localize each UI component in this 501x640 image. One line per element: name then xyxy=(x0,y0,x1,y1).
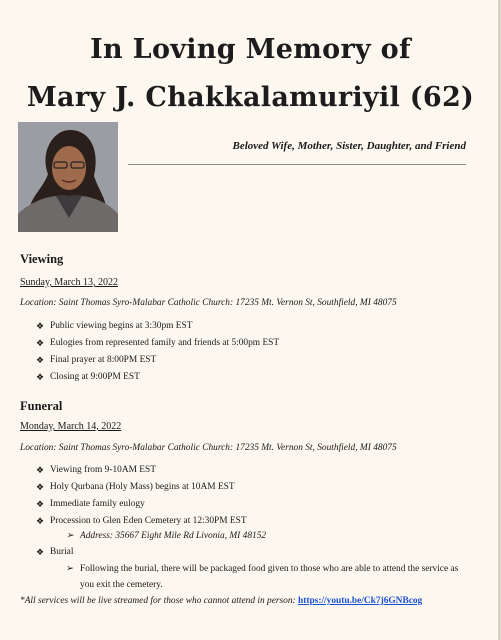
list-item: ❖ Final prayer at 8:00PM EST xyxy=(36,352,279,369)
diamond-bullet-icon: ❖ xyxy=(36,516,45,526)
list-item: ❖ Procession to Glen Eden Cemetery at 12:30PM EST xyxy=(36,513,247,530)
list-item: ❖ Closing at 9:00PM EST xyxy=(36,369,279,386)
viewing-heading: Viewing xyxy=(20,252,64,266)
portrait-photo xyxy=(18,122,118,232)
diamond-bullet-icon: ❖ xyxy=(36,482,45,492)
livestream-link[interactable]: https://youtu.be/Ck7j6GNBcog xyxy=(298,596,423,606)
viewing-location: Location: Saint Thomas Syro-Malabar Catholic Church: 17235 Mt. Vernon St, Southfield, MI 48075 xyxy=(20,298,397,308)
deceased-name: Mary J. Chakkalamuriyil (62) xyxy=(26,82,475,113)
diamond-bullet-icon: ❖ xyxy=(36,372,45,382)
funeral-schedule xyxy=(36,462,247,530)
portrait-icon xyxy=(18,122,118,232)
arrow-bullet-icon: ➢ xyxy=(66,564,74,574)
livestream-note xyxy=(20,596,422,606)
diamond-bullet-icon: ❖ xyxy=(36,355,45,365)
funeral-heading: Funeral xyxy=(20,399,63,413)
diamond-bullet-icon: ❖ xyxy=(36,321,45,331)
viewing-schedule xyxy=(36,318,279,386)
divider-line xyxy=(128,164,466,165)
procession-address: ➢ Address: 35667 Eight Mile Rd Livonia, MI 48152 xyxy=(66,528,466,544)
livestream-text: *All services will be live streamed for those who cannot attend in person: xyxy=(20,596,296,606)
list-item: ❖ Viewing from 9-10AM EST xyxy=(36,462,247,479)
burial-note: ➢ Following the burial, there will be packaged food given to those who are able to attend the service as you exit the cemetery. xyxy=(66,561,461,593)
diamond-bullet-icon: ❖ xyxy=(36,499,45,509)
memorial-title: In Loving Memory of xyxy=(90,34,411,65)
list-item: ❖ Immediate family eulogy xyxy=(36,496,247,513)
burial-item xyxy=(36,544,73,561)
viewing-date: Sunday, March 13, 2022 xyxy=(20,277,118,288)
funeral-date: Monday, March 14, 2022 xyxy=(20,421,122,432)
list-item: ❖ Eulogies from represented family and friends at 5:00pm EST xyxy=(36,335,279,352)
diamond-bullet-icon: ❖ xyxy=(36,547,45,557)
diamond-bullet-icon: ❖ xyxy=(36,338,45,348)
funeral-location: Location: Saint Thomas Syro-Malabar Catholic Church: 17235 Mt. Vernon St, Southfield, MI 48075 xyxy=(20,443,397,453)
list-item: ❖ Burial xyxy=(36,544,73,561)
list-item: ❖ Public viewing begins at 3:30pm EST xyxy=(36,318,279,335)
tagline: Beloved Wife, Mother, Sister, Daughter, and Friend xyxy=(232,140,466,152)
diamond-bullet-icon: ❖ xyxy=(36,465,45,475)
arrow-bullet-icon: ➢ xyxy=(66,531,74,541)
list-item: ❖ Holy Qurbana (Holy Mass) begins at 10AM EST xyxy=(36,479,247,496)
